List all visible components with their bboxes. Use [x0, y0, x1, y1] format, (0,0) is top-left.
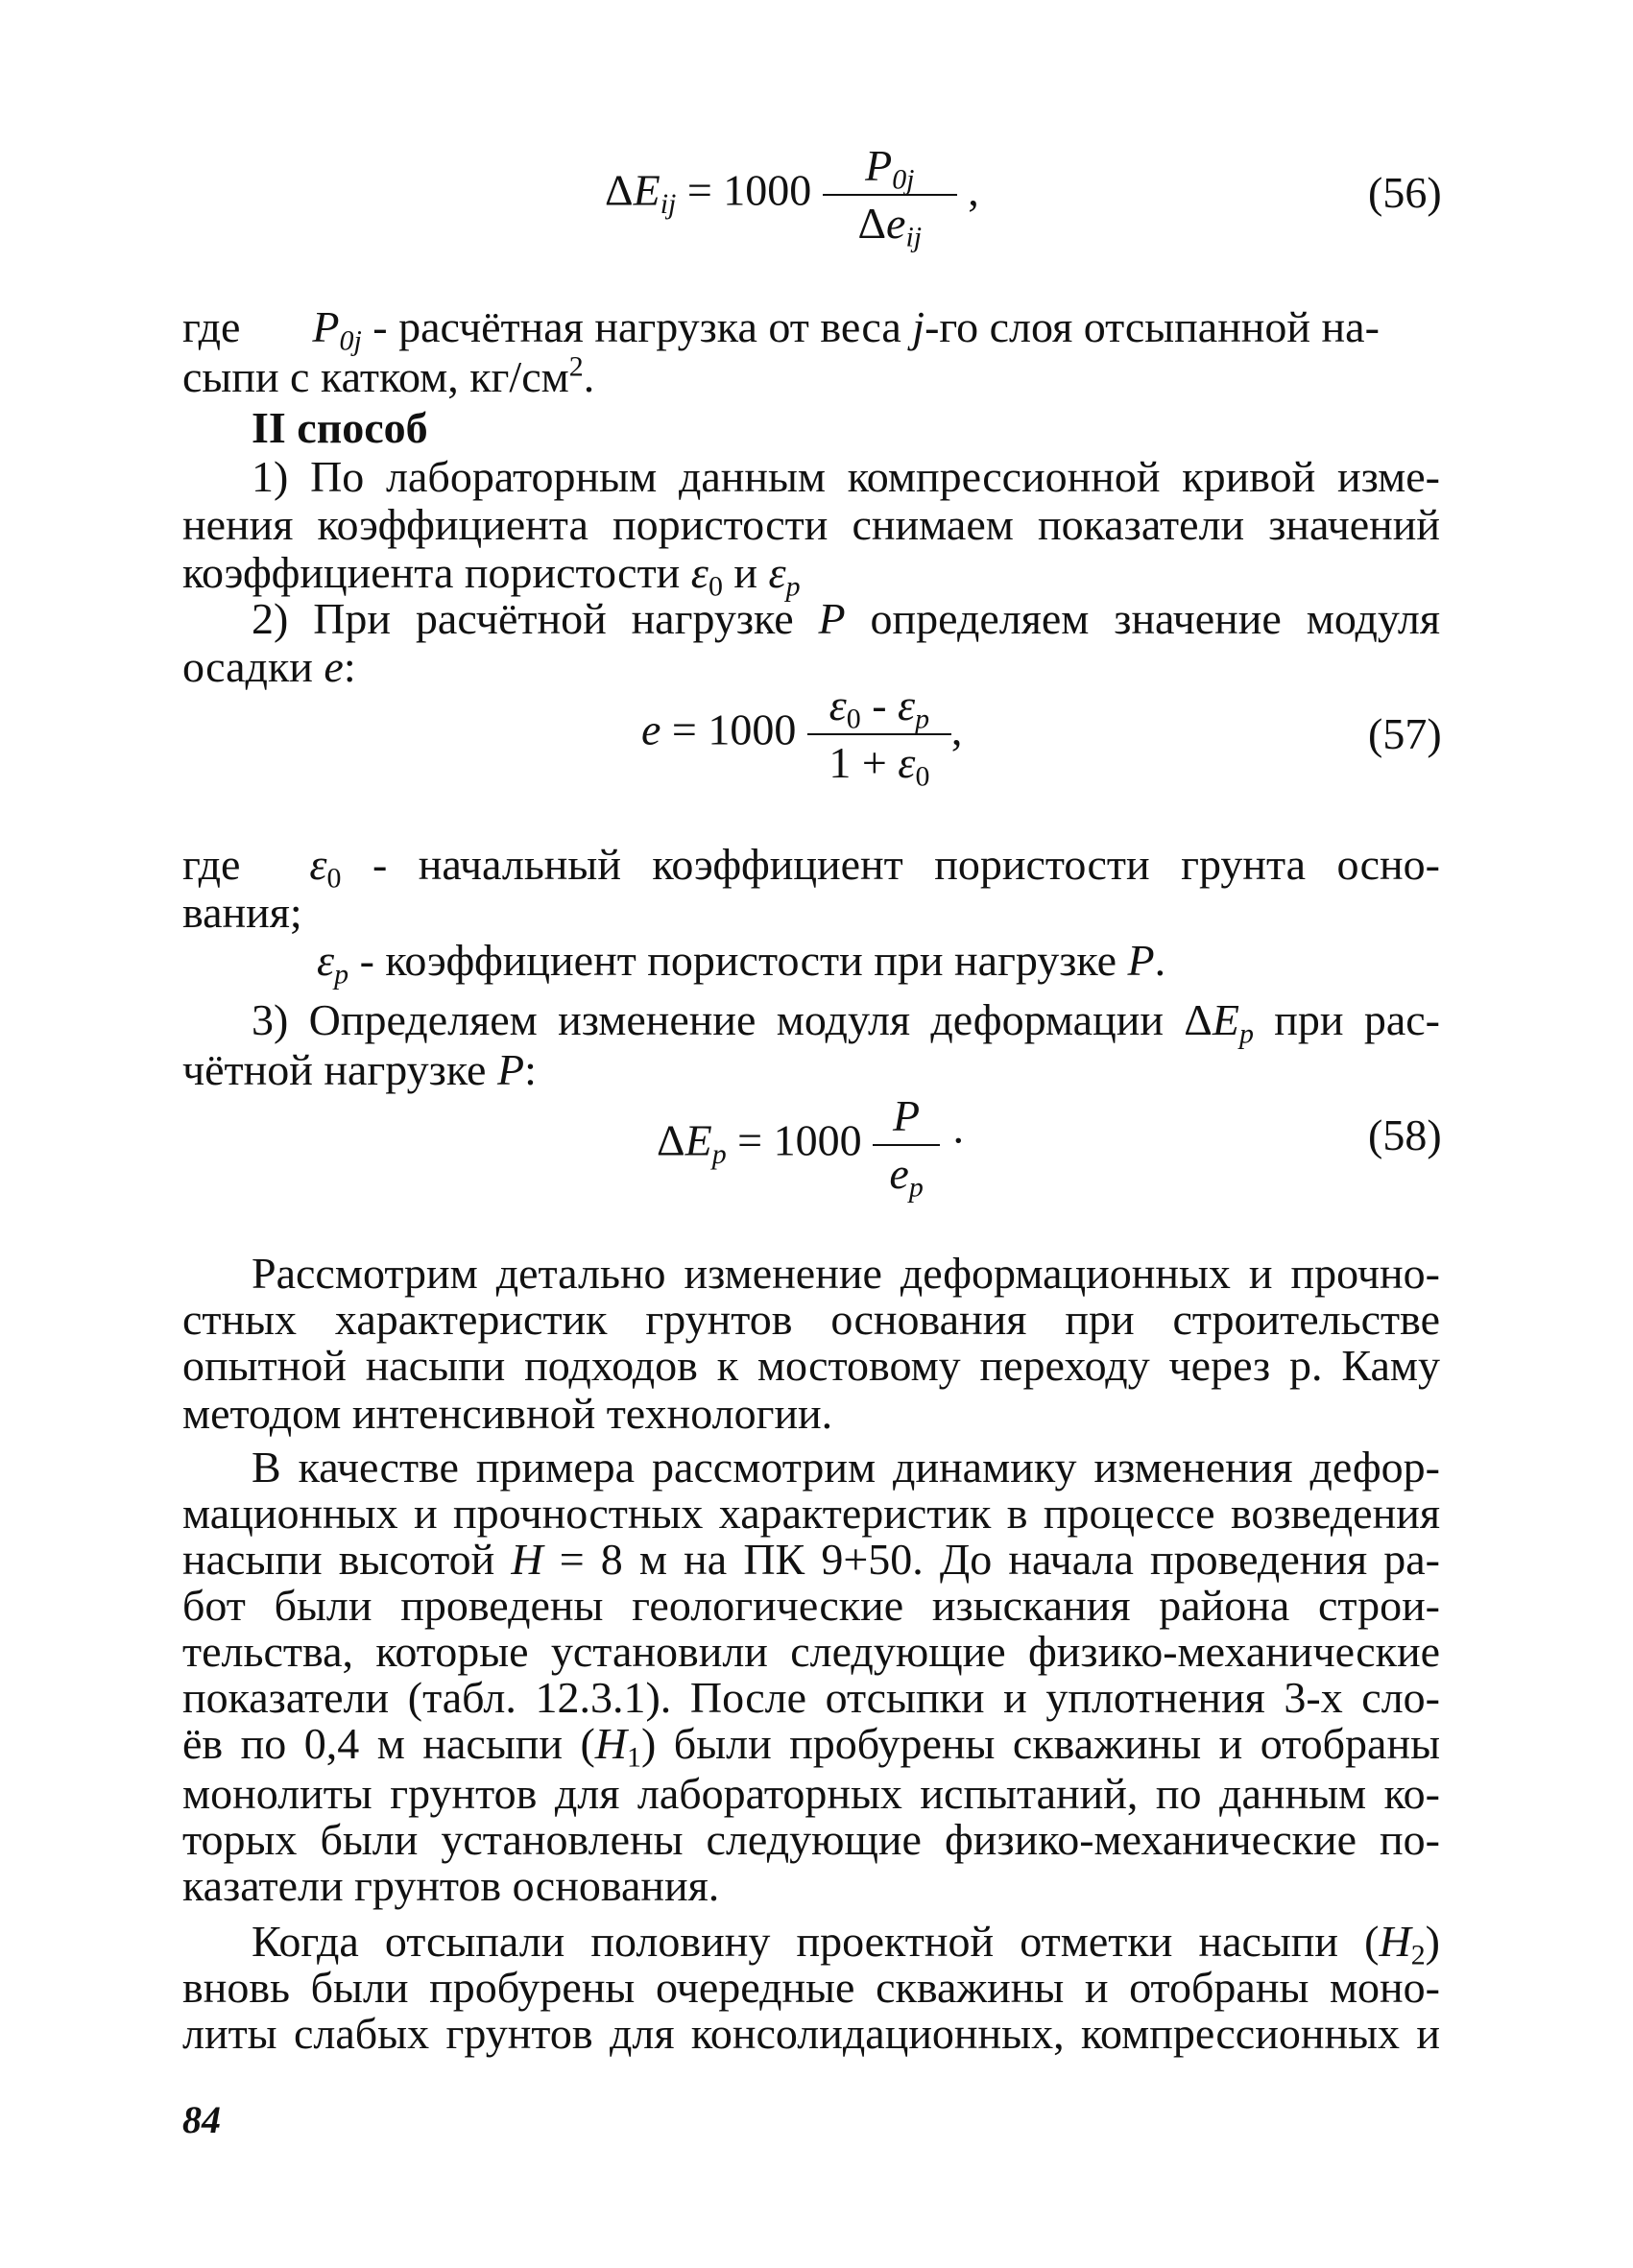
method2-step1-line3: коэффициента пористости $\varepsilon_0$ и $\varepsilon_p$ — [182, 548, 801, 603]
definition-56-line1: где $P_{0j}$ - расчётная нагрузка от веса j-го слоя отсыпанной на- — [182, 302, 1380, 357]
paragraph3-line1: Когда отсыпали половину проектной отметки насыпи $(H_2)$ — [252, 1917, 1440, 1971]
definition-57-line1: где $\varepsilon_0$ - начальный коэффициент пористости грунта осно- — [182, 840, 1440, 895]
paragraph1-line3: опытной насыпи подходов к мостовому переходу через р. Каму — [182, 1341, 1440, 1390]
paragraph2-line10: казатели грунтов основания. — [182, 1861, 720, 1910]
paragraph2-line5: тельства, которые установили следующие физико-механические — [182, 1627, 1440, 1676]
page-number: 84 — [182, 2098, 221, 2141]
paragraph2-line2: мационных и прочностных характеристик в процессе возведения — [182, 1489, 1440, 1538]
paragraph2-line8: монолиты грунтов для лабораторных испытаний, по данным ко- — [182, 1769, 1440, 1818]
method2-step2-line2: осадки e: — [182, 642, 356, 691]
equation-number-58: (58) — [1368, 1110, 1442, 1159]
step3-line2: чётной нагрузке P: — [182, 1045, 537, 1094]
equation-number-57: (57) — [1368, 709, 1442, 758]
paragraph1-line2: стных характеристик грунтов основания при строительстве — [182, 1295, 1440, 1344]
definition-57-line2: $\varepsilon_p$ - коэффициент пористости при нагрузке P. — [317, 936, 1166, 991]
paragraph2-line9: торых были установлены следующие физико-механические по- — [182, 1815, 1440, 1864]
formula-56-fraction: $\frac{P_{0j}}{\Delta e_{ij}}$ — [823, 144, 957, 246]
formula-57: e = 1000 $\frac{\varepsilon_0 - \varepsilon_p}{1 + \varepsilon_0}$ , — [641, 680, 963, 793]
section-heading-method-2: II способ — [252, 403, 428, 452]
method2-step2-line1: 2) При расчётной нагрузке P определяем значение модуля — [252, 594, 1440, 643]
definition-56-line2: сыпи с катком, $кг/см^2$. — [182, 350, 595, 401]
paragraph1-line4: методом интенсивной технологии. — [182, 1389, 833, 1438]
formula-57-fraction: $\frac{\varepsilon_0 - \varepsilon_p}{1 + \varepsilon_0}$ — [807, 683, 951, 785]
method2-step1-line2: нения коэффициента пористости снимаем показатели значений — [182, 500, 1440, 549]
formula-56: $\Delta E_{ij} = 1000$ $\frac{P_{0j}}{\Delta e_{ij}}$ , — [605, 141, 979, 253]
formula-58: $\Delta E_p = 1000$ $\frac{P}{e_p}$ · — [657, 1091, 966, 1204]
paragraph3-line2: вновь были пробурены очередные скважины и отобраны моно- — [182, 1963, 1440, 2012]
paragraph1-line1: Рассмотрим детально изменение деформационных и прочно- — [252, 1249, 1440, 1298]
step3-line1: 3) Определяем изменение модуля деформации $\Delta E_p$ при рас- — [252, 995, 1440, 1050]
paragraph3-line3: литы слабых грунтов для консолидационных, компрессионных и — [182, 2009, 1440, 2058]
paragraph2-line4: бот были проведены геологические изыскания района строи- — [182, 1581, 1440, 1630]
paragraph2-line3: насыпи высотой H = 8 м на ПК 9+50. До начала проведения ра- — [182, 1535, 1440, 1584]
definition-57-line1-end: вания; — [182, 888, 302, 937]
paragraph2-line1: В качестве примера рассмотрим динамику изменения дефор- — [252, 1443, 1440, 1492]
paragraph2-line6: показатели (табл. 12.3.1). После отсыпки и уплотнения 3-х сло- — [182, 1673, 1440, 1722]
paragraph2-line7: ёв по 0,4 м насыпи $(H_1)$ были пробурены скважины и отобраны — [182, 1719, 1440, 1774]
method2-step1-line1: 1) По лабораторным данным компрессионной кривой изме- — [252, 452, 1440, 501]
formula-58-fraction: $\frac{P}{e_p}$ — [873, 1094, 940, 1196]
equation-number-56: (56) — [1368, 168, 1442, 217]
